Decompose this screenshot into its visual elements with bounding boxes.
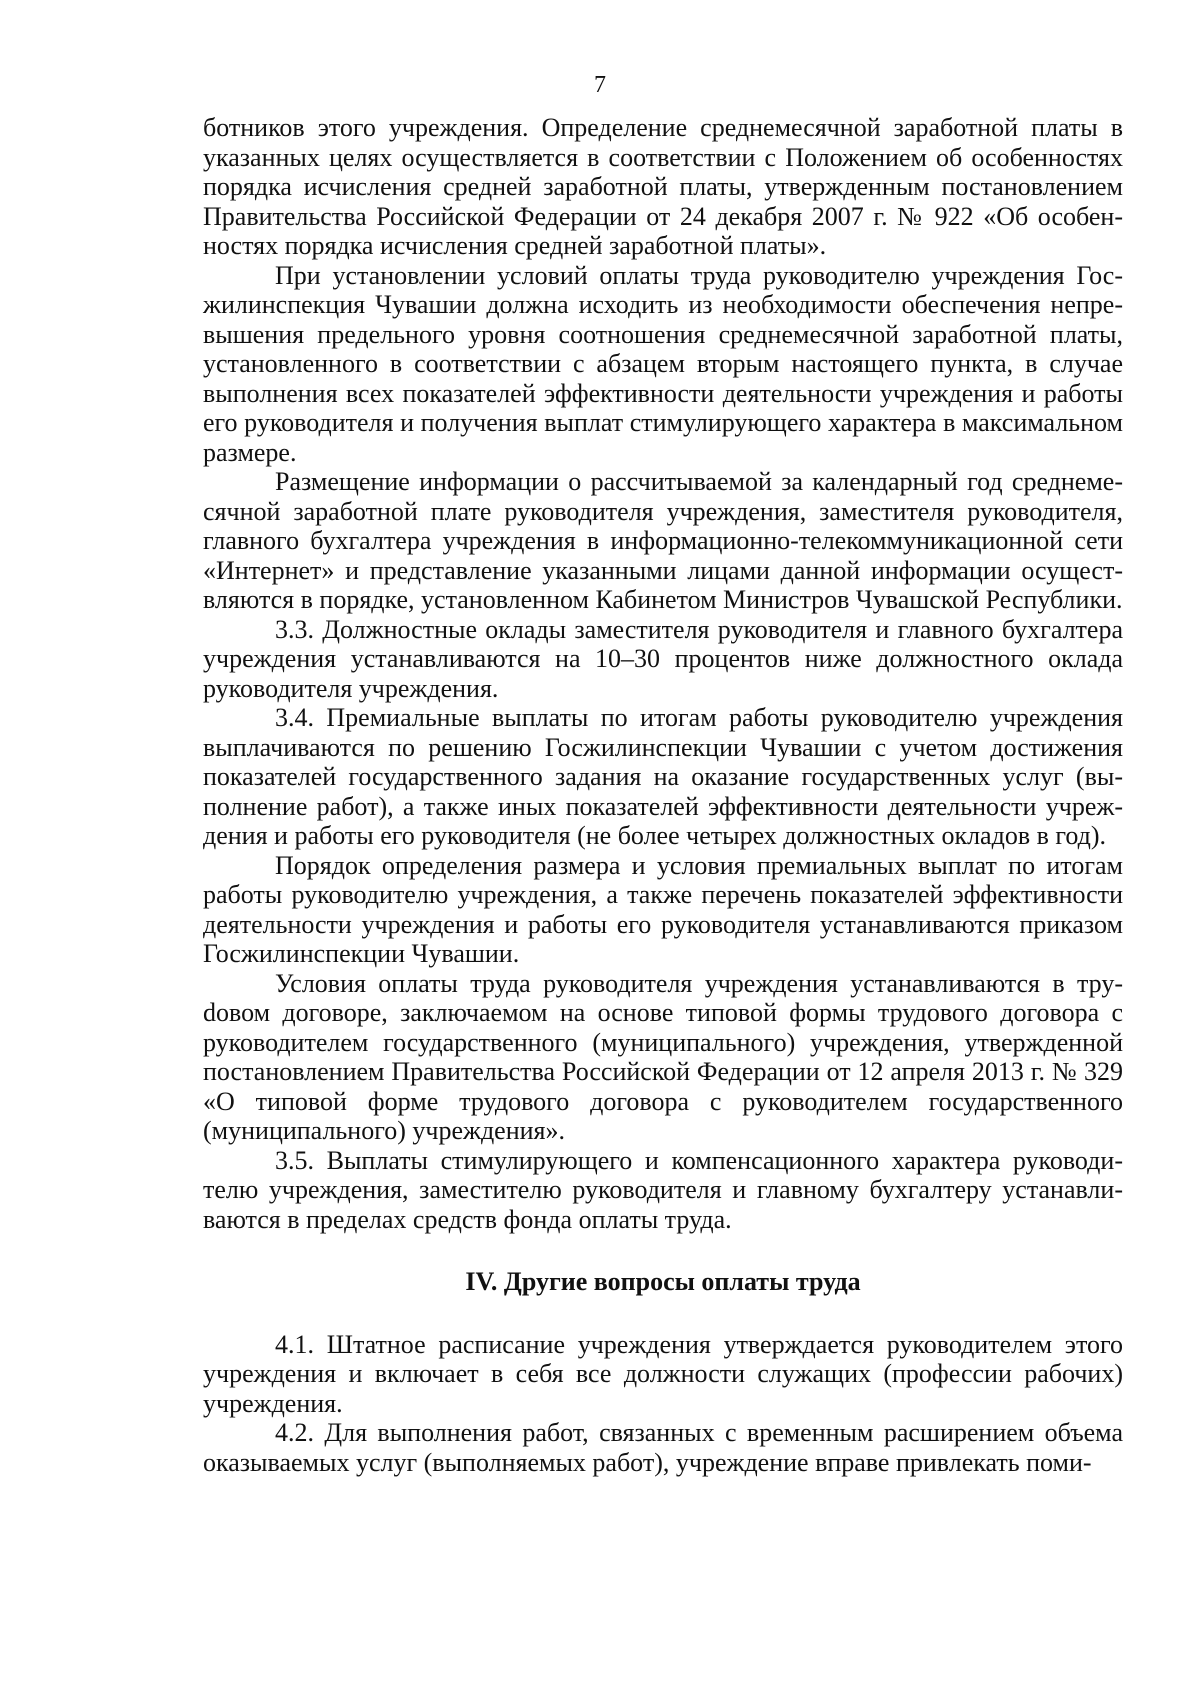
paragraph-continuation: ботников этого учреждения. Определение среднемесячной заработной платы в указанных целях осуществляется в соответствии с Положением об особенностях порядка исчисления средней заработной платы, утвержденным постановлением Правительства Российской Федерации от 24 декабря 2007 г. № 922 «Об особенностях порядка исчисления средней заработной платы».: [203, 113, 1123, 260]
page-number: 7: [594, 72, 606, 98]
paragraph-information-placement: Размещение информации о рассчитываемой за календарный год среднемесячной заработной плате руководителя учреждения, заместителя руководителя, главного бухгалтера учреждения в информационно-телекоммуникационной сети «Интернет» и представление указанными лицами данной информации осуществляются в порядке, установленном Кабинетом Министров Чувашской Республики.: [203, 467, 1123, 614]
paragraph-3-5: 3.5. Выплаты стимулирующего и компенсационного характера руководителю учреждения, заместителю руководителя и главному бухгалтеру устанавливаются в пределах средств фонда оплаты труда.: [203, 1145, 1123, 1234]
paragraph-3-4: 3.4. Премиальные выплаты по итогам работы руководителю учреждения выплачиваются по решению Госжилинспекции Чувашии с учетом достижения показателей государственного задания на оказание государственных услуг (выполнение работ), а также иных показателей эффективности деятельности учреждения и работы его руководителя (не более четырех должностных окладов в год).: [203, 703, 1123, 850]
paragraph-bonus-procedure: Порядок определения размера и условия премиальных выплат по итогам работы руководителю учреждения, а также перечень показателей эффективности деятельности учреждения и работы его руководителя устанавливаются приказом Госжилинспекции Чувашии.: [203, 850, 1123, 968]
paragraph-contract-conditions: Условия оплаты труда руководителя учреждения устанавливаются в труdовом договоре, заключаемом на основе типовой формы трудового договора с руководителем государственного (муниципального) учреждения, утвержденной постановлением Правительства Российской Федерации от 12 апреля 2013 г. № 329 «О типовой форме трудового договора с руководителем государственного (муниципального) учреждения».: [203, 968, 1123, 1145]
paragraph-4-2: 4.2. Для выполнения работ, связанных с временным расширением объема оказываемых услуг (выполняемых работ), учреждение вправе привлекать поми-: [203, 1418, 1123, 1477]
section-heading: IV. Другие вопросы оплаты труда: [465, 1267, 861, 1296]
paragraph-4-1: 4.1. Штатное расписание учреждения утверждается руководителем этого учреждения и включает в себя все должности служащих (профессии рабочих) учреждения.: [203, 1329, 1123, 1418]
paragraph-3-3: 3.3. Должностные оклады заместителя руководителя и главного бухгалтера учреждения устанавливаются на 10–30 процентов ниже должностного оклада руководителя учреждения.: [203, 614, 1123, 703]
document-body: [203, 113, 1123, 1477]
paragraph-conditions: При установлении условий оплаты труда руководителю учреждения Госжилинспекция Чувашии должна исходить из необходимости обеспечения непревышения предельного уровня соотношения среднемесячной заработной платы, установленного в соответствии с абзацем вторым настоящего пункта, в случае выполнения всех показателей эффективности деятельности учреждения и работы его руководителя и получения выплат стимулирующего характера в максимальном размере.: [203, 260, 1123, 467]
